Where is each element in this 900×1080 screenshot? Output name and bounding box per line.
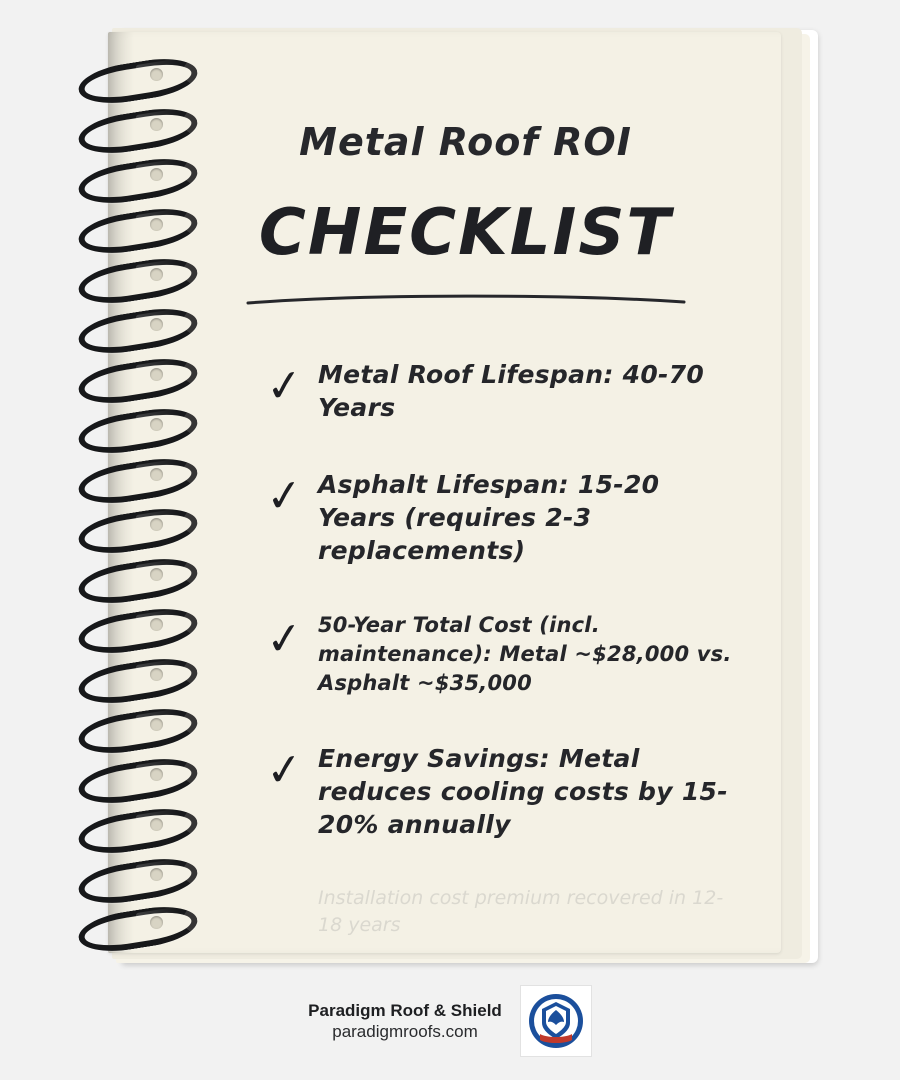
brand-url[interactable]: paradigmroofs.com [332, 1022, 478, 1041]
checkmark-icon: ✓ [263, 359, 306, 414]
list-item [263, 358, 735, 424]
spiral-coil [76, 862, 194, 896]
spiral-coil [76, 562, 194, 596]
checkmark-icon: ✓ [263, 742, 306, 798]
page-subtitle: Metal Roof ROI [299, 120, 632, 164]
faded-note: Installation cost premium recovered in 12-18 years [318, 886, 724, 936]
spiral-coil [76, 512, 194, 546]
spiral-coil [76, 412, 194, 446]
spiral-coil [76, 462, 194, 496]
checkmark-icon: ✓ [263, 469, 306, 524]
spiral-coil [76, 112, 194, 146]
paradigm-roof-shield-logo-icon [520, 985, 592, 1057]
list-item [263, 468, 735, 567]
spiral-coil [76, 612, 194, 646]
list-item-label: Energy Savings: Metal reduces cooling costs by 15-20% annually [318, 743, 728, 839]
brand-name: Paradigm Roof & Shield [308, 1000, 502, 1020]
list-item [263, 611, 735, 698]
spiral-coil [76, 762, 194, 796]
page-title: CHECKLIST [258, 196, 673, 270]
spiral-coil [76, 812, 194, 846]
spiral-coil [76, 312, 194, 346]
footer-text [308, 1000, 502, 1043]
spiral-coil [76, 662, 194, 696]
notebook-page [108, 32, 781, 953]
checklist-items [196, 358, 735, 841]
spiral-coil [76, 362, 194, 396]
checkmark-icon: ✓ [263, 612, 306, 667]
spiral-binding [76, 62, 206, 942]
spiral-coil [76, 910, 194, 944]
title-divider [246, 294, 686, 306]
list-item-label: 50-Year Total Cost (incl. maintenance): Metal ~$28,000 vs. Asphalt ~$35,000 [318, 613, 732, 695]
footer [0, 985, 900, 1057]
list-item-label: Asphalt Lifespan: 15-20 Years (requires 2-3 replacements) [318, 470, 660, 565]
checklist-content [108, 32, 781, 953]
list-item-label: Metal Roof Lifespan: 40-70 Years [318, 360, 705, 422]
spiral-notebook [88, 18, 818, 963]
spiral-coil [76, 712, 194, 746]
spiral-coil [76, 212, 194, 246]
spiral-coil [76, 62, 194, 96]
spiral-coil [76, 262, 194, 296]
list-item [263, 742, 735, 841]
spiral-coil [76, 162, 194, 196]
